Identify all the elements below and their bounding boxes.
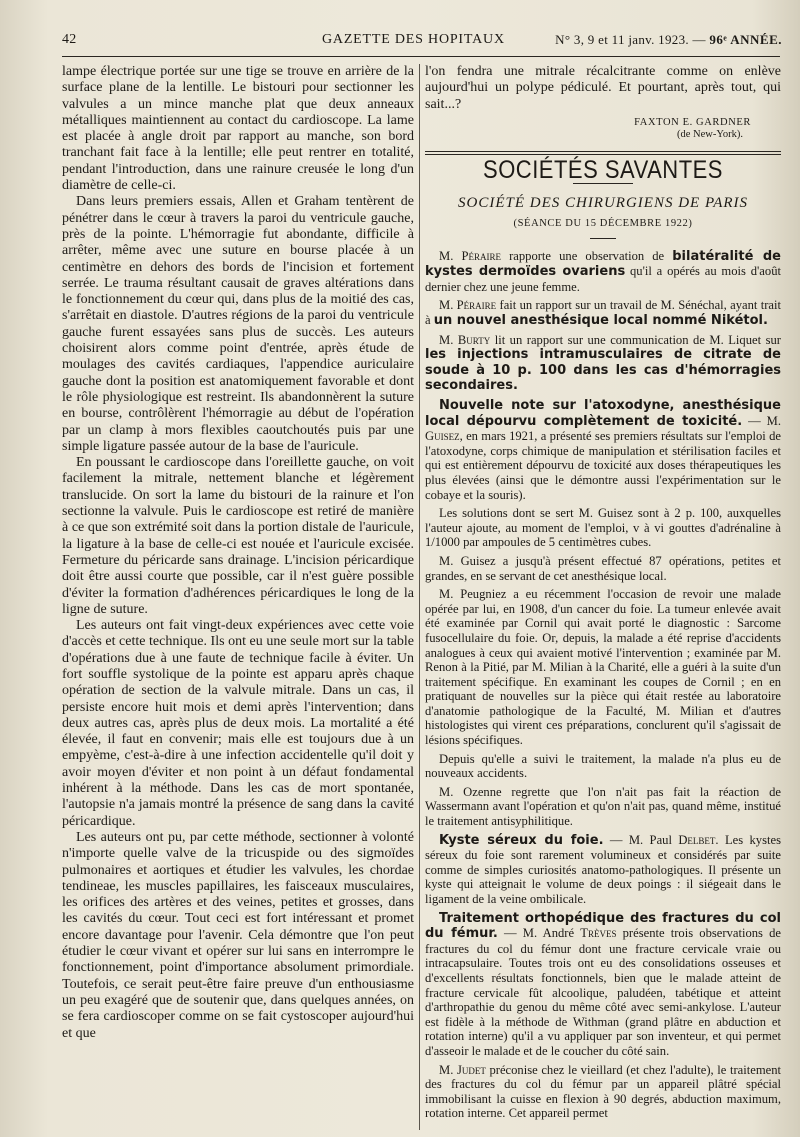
author-location: (de New-York). (676, 128, 743, 140)
judet-report: M. Judet préconise chez le vieillard (et chez l'adulte), le traitement des fractures du col du fémur par un appareil plâtré spécial immobilisant la cuisse en flexion à 90 degrés, abduction maximum, rotation interne. Cet appareil permet (425, 1062, 782, 1121)
issue-year: 96ᵉ ANNÉE. (709, 32, 782, 47)
right-paragraph: M. Guisez a jusqu'à présent effectué 87 opérations, petites et grandes, en se servant de cet anesthésique local. (425, 553, 781, 583)
right-paragraph: Depuis qu'elle a suivi le traitement, la malade n'a plus eu de nouveaux accidents. (425, 751, 781, 781)
left-paragraph: En poussant le cardioscope dans l'oreillette gauche, on voit facilement la mitrale, nettement blanche et légèrement translucide. On sort la lame du bistouri de la rainure et l'on sectionne la valvule. Puis le cardioscope est retiré de manière à ce que son extrémité soit dans la portion distale de l'auricule, la ligature à la base de celle-ci est nouée et l'auricule excisée. Fermeture du péricarde sans drainage. L'incision péricardique doit être aussi courte que possible, car il n'est guère possible d'éviter la formation d'adhérences péricardiques le long de la ligne de suture. (62, 455, 414, 617)
fracture-report: Traitement orthopédique des fractures du col du fémur. — M. André Trèves présente trois observations de fractures du col du fémur dont une fracture cervicale vraie ou intracapsulaire. Toutes trois ont eu des consolidations osseuses et d'excellents résultats fonctionnels, bien que le malade atteint de fracture cervicale fût alcoolique, paludéen, tabétique et atteint d'arthropathie du genou du même côté avec semi-ankylose. L'auteur est fidèle à la méthode de Withman (grand plâtre en abduction et rotation interne) qu'il a vu appliquer par son inventeur, et qui permet d'asseoir le malade et de le coucher du côté sain. (425, 910, 781, 1058)
kyste-report: Kyste séreux du foie. — M. Paul Delbet. Les kystes séreux du foie sont rarement volumineux et considérés par suite comme de simples curiosités anatomo-pathologiques. Il présente un kyste qui atteignait le volume de deux poings : il siégeait dans le ligament de la veine ombilicale. (425, 832, 781, 907)
right-paragraph: M. Peugniez a eu récemment l'occasion de revoir une malade opérée par lui, en 1908, d'un cancer du foie. La tumeur enlevée avait été examinée par Cornil qui avait porté le diagnostic : Sarcome fusocellulaire du foie. Or, depuis, la malade a été reprise d'accidents analogues à ceux qui avaient motivé l'intervention ; examinée par M. Renon à la Pitié, par M. Milian à la Charité, elle a guéri à la suite d'un traitement spécifique. En examinant les coupes de Cornil ; en en pratiquant de nouvelles sur la pièce qui était restée au laboratoire d'anatomie pathologique de la Faculté, M. Milian et d'autres histologistes qui virent ces préparations, conclurent qu'il s'agissait de lésions spécifiques. (425, 587, 781, 748)
report-item: M. Péraire rapporte une observation de bilatéralité de kystes dermoïdes ovariens qu'il a opérés au mois d'août dernier chez une jeune femme. (425, 248, 781, 294)
report-item: M. Burty lit un rapport sur une communication de M. Liquet sur les injections intramusculaires de citrate de soude à 10 p. 100 dans les cas d'hémorragies secondaires. (425, 332, 781, 394)
section-title: SOCIÉTÉS SAVANTES (483, 154, 723, 184)
issue-info (555, 32, 782, 48)
left-paragraph: lampe électrique portée sur une tige se trouve en arrière de la surface plane de la lentille. Le bistouri pour sectionner les valvules a un mince manche plat que deux anneaux métalliques maintiennent au contact du cardioscope. La lame est placée à angle droit par rapport au manche, son bord tranchant fait face à la lentille; elle peut rentrer en totalité, pendant l'introduction, dans une rainure creusée le long d'un diamètre de celle-ci. (62, 64, 414, 194)
atoxodyne-note: Nouvelle note sur l'atoxodyne, anesthésique local dépourvu complètement de toxicité. — M. Guisez, en mars 1921, a présenté ses premiers résultats sur l'emploi de l'atoxodyne, corps chimique de manipulation et stérilisation faciles et qui est entièrement dépourvu de toxicité aux doses thérapeutiques les plus élevées (ainsi que le démontre aussi l'expérimentation sur le cobaye et la souris). (425, 398, 781, 502)
issue-date: N° 3, 9 et 11 janv. 1923. — (555, 32, 706, 47)
tiny-rule (590, 238, 616, 239)
left-paragraph: Les auteurs ont fait vingt-deux expériences avec cette voie d'accès et cette technique. Ils ont eu une seule mort sur la table d'opérations due à une faute de technique facile à éviter. Un fort souffle systolique de la pointe est apparu après chaque opération de section de la valvule mitrale. Dans un cas, il persiste encore huit mois et demi après l'intervention; dans deux autres cas, après plus de deux mois. La mortalité a été élevée, il faut en convenir; mais elle est toujours due à un empyème, c'est-à-dire à une infection accidentelle qu'il doit y avoir moyen d'éviter et non point à un défaut fondamental inhérent à la méthode. Dans les cas de mort spontanée, l'autopsie n'a jamais montré la présence de sang dans la cavité péricardique. (62, 618, 414, 829)
right-paragraph: Les solutions dont se sert M. Guisez sont à 2 p. 100, auxquelles l'auteur ajoute, au moment de l'emploi, v à vi gouttes d'adrénaline à 1/1000 par ampoules de 5 centimètres cubes. (425, 506, 781, 550)
left-column (62, 64, 414, 1042)
header-rule (62, 56, 780, 57)
page-header (62, 30, 782, 54)
right-paragraph: M. Ozenne regrette que l'on n'ait pas fait la réaction de Wassermann avant l'opération et qu'on n'ait pas, quand même, institué le traitement antisyphilitique. (425, 784, 781, 829)
right-column (425, 64, 781, 1125)
author-signature (425, 117, 781, 141)
article-ending: l'on fendra une mitrale récalcitrante comme on enlève aujourd'hui un polype pédiculé. Et pourtant, après tout, qui sait...? (425, 64, 781, 112)
author-name: FAXTON E. GARDNER (634, 116, 751, 128)
journal-title: GAZETTE DES HOPITAUX (322, 32, 505, 47)
column-divider (419, 64, 420, 1130)
page-number: 42 (62, 32, 77, 47)
report-item: M. Péraire fait un rapport sur un travail de M. Sénéchal, ayant trait à un nouvel anesthésique local nommé Nikétol. (425, 298, 781, 329)
society-name: SOCIÉTÉ DES CHIRURGIENS DE PARIS (457, 195, 749, 212)
left-paragraph: Dans leurs premiers essais, Allen et Graham tentèrent de pénétrer dans le cœur à travers la paroi du ventricule gauche, près de la pointe. L'hémorragie fut abondante, difficile à arrêter, même avec une suture en bourse placée à un centimètre en dehors des bords de l'incision et fortement serrée. Le trauma résultant causait de graves altérations dans le fonctionnement du cœur qui, dans plus de la moitié des cas, s'arrêtait en diastole. D'autres régions de la paroi du ventricule gauche furent essayées sans plus de succès. Les auteurs choisirent alors comme point d'entrée, après étude de moulages des cavités cardiaques, l'appendice auriculaire gauche dont la position est anatomiquement favorable et dont le rôle physiologique est restreint. Ils abandonnèrent la suture en bourse, contrôlèrent l'hémorragie au début de l'opération par un clamp à mors flexibles caoutchoutés puis par une simple ligature passée autour de la base de l'auricule. (62, 194, 414, 454)
session-date: (SÉANCE DU 15 DÉCEMBRE 1922) (513, 218, 693, 230)
left-paragraph: Les auteurs ont pu, par cette méthode, sectionner à volonté n'importe quelle valve de la tricuspide ou des sigmoïdes pulmonaires et aortiques et étudier les valvules, les chordae tendineae, les muscles papillaires, les faisceaux musculaires, les orifices des artères et des veines, petites et grosses, dans les cavités du cœur. Tout ceci est fort intéressant et promet encore davantage pour l'avenir. Cela démontre que l'on peut étudier le cœur vivant et opérer sur lui sans en interrompre le fonctionnement, point d'importance absolument primordiale. Toutefois, ce serait peut-être faire preuve d'un enthousiasme un peu exagéré que de soutenir que, dans quelques années, on se fera cardioscoper comme on se fait cystoscoper aujourd'hui et que (62, 829, 414, 1041)
